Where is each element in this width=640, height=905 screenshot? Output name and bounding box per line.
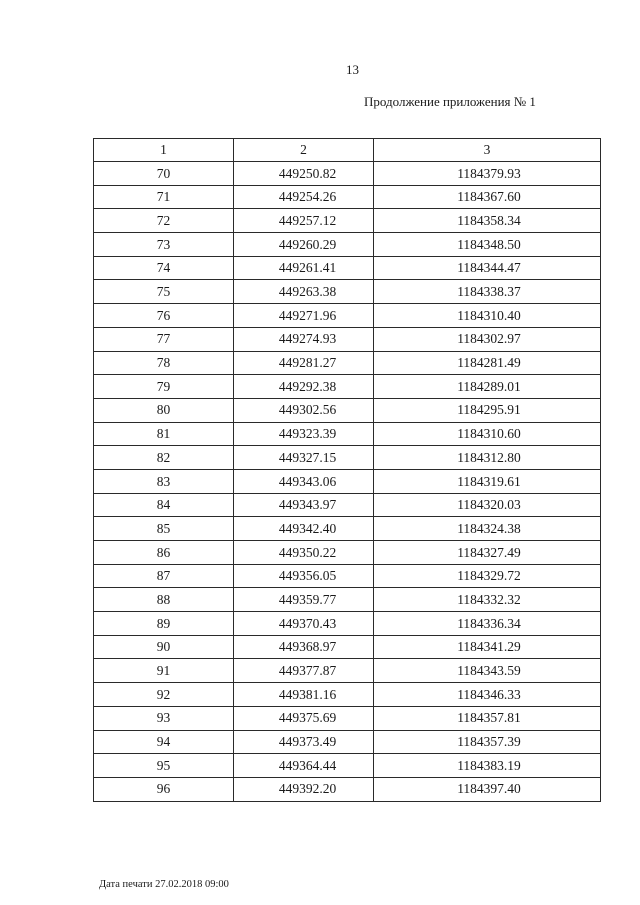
table-row <box>94 162 601 186</box>
point-number-cell: 82 <box>94 446 234 470</box>
y-coordinate-cell: 1184341.29 <box>374 635 601 659</box>
x-coordinate-cell: 449274.93 <box>234 327 374 351</box>
y-coordinate-cell: 1184348.50 <box>374 233 601 257</box>
table-row <box>94 493 601 517</box>
y-coordinate-cell: 1184346.33 <box>374 683 601 707</box>
table-row <box>94 280 601 304</box>
table-row <box>94 398 601 422</box>
y-coordinate-cell: 1184344.47 <box>374 256 601 280</box>
x-coordinate-cell: 449254.26 <box>234 185 374 209</box>
table-row <box>94 706 601 730</box>
y-coordinate-cell: 1184357.81 <box>374 706 601 730</box>
table-row <box>94 351 601 375</box>
table-row <box>94 517 601 541</box>
y-coordinate-cell: 1184310.60 <box>374 422 601 446</box>
point-number-cell: 76 <box>94 304 234 328</box>
y-coordinate-cell: 1184357.39 <box>374 730 601 754</box>
x-coordinate-cell: 449263.38 <box>234 280 374 304</box>
x-coordinate-cell: 449292.38 <box>234 375 374 399</box>
y-coordinate-cell: 1184336.34 <box>374 612 601 636</box>
table-body <box>94 162 601 802</box>
point-number-cell: 71 <box>94 185 234 209</box>
table-row <box>94 730 601 754</box>
point-number-cell: 88 <box>94 588 234 612</box>
point-number-cell: 80 <box>94 398 234 422</box>
x-coordinate-cell: 449271.96 <box>234 304 374 328</box>
y-coordinate-cell: 1184329.72 <box>374 564 601 588</box>
x-coordinate-cell: 449327.15 <box>234 446 374 470</box>
point-number-cell: 70 <box>94 162 234 186</box>
point-number-cell: 96 <box>94 777 234 801</box>
x-coordinate-cell: 449377.87 <box>234 659 374 683</box>
point-number-cell: 85 <box>94 517 234 541</box>
appendix-continuation-label: Продолжение приложения № 1 <box>364 94 536 109</box>
point-number-cell: 93 <box>94 706 234 730</box>
y-coordinate-cell: 1184367.60 <box>374 185 601 209</box>
y-coordinate-cell: 1184289.01 <box>374 375 601 399</box>
point-number-cell: 84 <box>94 493 234 517</box>
y-coordinate-cell: 1184310.40 <box>374 304 601 328</box>
x-coordinate-cell: 449257.12 <box>234 209 374 233</box>
table-row <box>94 683 601 707</box>
y-coordinate-cell: 1184338.37 <box>374 280 601 304</box>
page-number: 13 <box>346 62 359 77</box>
point-number-cell: 92 <box>94 683 234 707</box>
x-coordinate-cell: 449250.82 <box>234 162 374 186</box>
table-row <box>94 446 601 470</box>
table-row <box>94 185 601 209</box>
y-coordinate-cell: 1184324.38 <box>374 517 601 541</box>
y-coordinate-cell: 1184379.93 <box>374 162 601 186</box>
point-number-cell: 94 <box>94 730 234 754</box>
x-coordinate-cell: 449370.43 <box>234 612 374 636</box>
y-coordinate-cell: 1184397.40 <box>374 777 601 801</box>
column-header-x: 2 <box>234 139 374 162</box>
point-number-cell: 78 <box>94 351 234 375</box>
y-coordinate-cell: 1184312.80 <box>374 446 601 470</box>
x-coordinate-cell: 449342.40 <box>234 517 374 541</box>
x-coordinate-cell: 449350.22 <box>234 541 374 565</box>
table-row <box>94 375 601 399</box>
table-row <box>94 209 601 233</box>
y-coordinate-cell: 1184332.32 <box>374 588 601 612</box>
point-number-cell: 74 <box>94 256 234 280</box>
table-row <box>94 469 601 493</box>
table-row <box>94 327 601 351</box>
x-coordinate-cell: 449343.06 <box>234 469 374 493</box>
y-coordinate-cell: 1184327.49 <box>374 541 601 565</box>
point-number-cell: 86 <box>94 541 234 565</box>
y-coordinate-cell: 1184281.49 <box>374 351 601 375</box>
x-coordinate-cell: 449375.69 <box>234 706 374 730</box>
table-row <box>94 233 601 257</box>
table-row <box>94 612 601 636</box>
coordinates-table <box>93 138 601 802</box>
table-row <box>94 777 601 801</box>
x-coordinate-cell: 449261.41 <box>234 256 374 280</box>
x-coordinate-cell: 449356.05 <box>234 564 374 588</box>
point-number-cell: 79 <box>94 375 234 399</box>
point-number-cell: 75 <box>94 280 234 304</box>
table-row <box>94 422 601 446</box>
y-coordinate-cell: 1184320.03 <box>374 493 601 517</box>
point-number-cell: 77 <box>94 327 234 351</box>
y-coordinate-cell: 1184319.61 <box>374 469 601 493</box>
x-coordinate-cell: 449281.27 <box>234 351 374 375</box>
point-number-cell: 90 <box>94 635 234 659</box>
y-coordinate-cell: 1184343.59 <box>374 659 601 683</box>
x-coordinate-cell: 449302.56 <box>234 398 374 422</box>
table-row <box>94 754 601 778</box>
table-row <box>94 659 601 683</box>
point-number-cell: 87 <box>94 564 234 588</box>
table-row <box>94 304 601 328</box>
y-coordinate-cell: 1184302.97 <box>374 327 601 351</box>
x-coordinate-cell: 449364.44 <box>234 754 374 778</box>
column-header-point-number: 1 <box>94 139 234 162</box>
table-row <box>94 635 601 659</box>
x-coordinate-cell: 449323.39 <box>234 422 374 446</box>
x-coordinate-cell: 449392.20 <box>234 777 374 801</box>
y-coordinate-cell: 1184295.91 <box>374 398 601 422</box>
x-coordinate-cell: 449368.97 <box>234 635 374 659</box>
table-row <box>94 256 601 280</box>
x-coordinate-cell: 449359.77 <box>234 588 374 612</box>
point-number-cell: 89 <box>94 612 234 636</box>
y-coordinate-cell: 1184383.19 <box>374 754 601 778</box>
point-number-cell: 95 <box>94 754 234 778</box>
print-date: Дата печати 27.02.2018 09:00 <box>99 879 229 890</box>
point-number-cell: 72 <box>94 209 234 233</box>
point-number-cell: 81 <box>94 422 234 446</box>
column-header-y: 3 <box>374 139 601 162</box>
table-row <box>94 588 601 612</box>
table-row <box>94 541 601 565</box>
table-header-row <box>94 139 601 162</box>
x-coordinate-cell: 449373.49 <box>234 730 374 754</box>
table-row <box>94 564 601 588</box>
x-coordinate-cell: 449260.29 <box>234 233 374 257</box>
y-coordinate-cell: 1184358.34 <box>374 209 601 233</box>
x-coordinate-cell: 449343.97 <box>234 493 374 517</box>
point-number-cell: 73 <box>94 233 234 257</box>
point-number-cell: 91 <box>94 659 234 683</box>
x-coordinate-cell: 449381.16 <box>234 683 374 707</box>
point-number-cell: 83 <box>94 469 234 493</box>
